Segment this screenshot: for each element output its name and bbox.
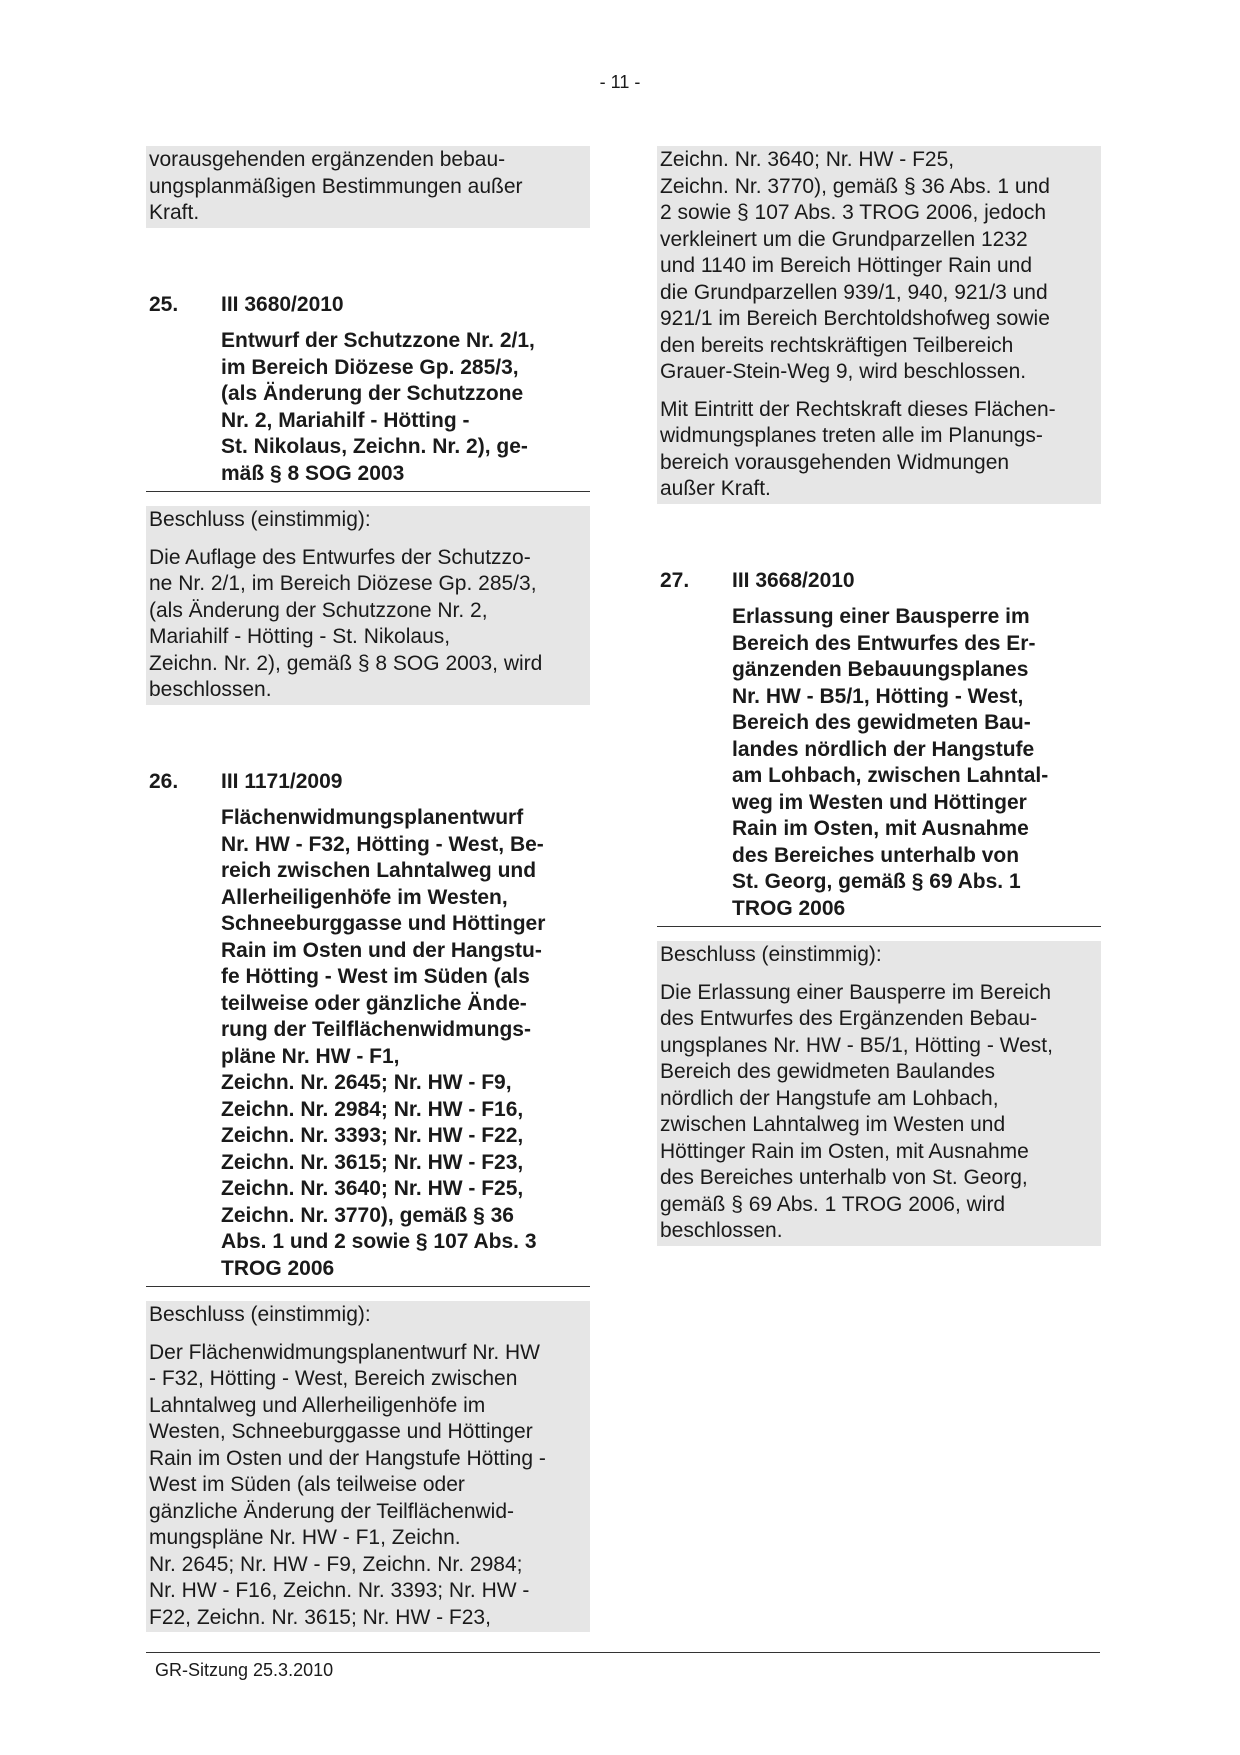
- decision-text: Der Flächenwidmungsplanentwurf Nr. HW - F32, Hötting - West, Bereich zwischen Lahntalweg und Allerheiligenhöfe im Westen, Schneeburggasse und Höttinger Rain im Osten und der Hangstufe Hötting - West im Süden (als teilweise oder gänzliche Änderung der Teilflächenwid- mungspläne Nr. HW - F1, Zeichn. Nr. 2645; Nr. HW - F9, Zeichn. Nr. 2984; Nr. HW - F16, Zeichn. Nr. 3393; Nr. HW - F22, Zeichn. Nr. 3615; Nr. HW - F23,: [149, 1340, 546, 1629]
- decision-label: Beschluss (einstimmig):: [149, 508, 371, 531]
- page-number: - 11 -: [599, 72, 641, 92]
- decision-text: Die Auflage des Entwurfes der Schutzzo- ne Nr. 2/1, im Bereich Diözese Gp. 285/3, (als Änderung der Schutzzone Nr. 2, Mariahilf - Hötting - St. Nikolaus, Zeichn. Nr. 2), gemäß § 8 SOG 2003, wird beschlossen.: [149, 545, 543, 701]
- decision-block: [146, 1301, 590, 1632]
- item-reference: III 3668/2010: [732, 568, 855, 592]
- item-heading: [146, 292, 590, 319]
- agenda-item-26: [146, 769, 590, 1633]
- decision-label: Beschluss (einstimmig):: [660, 943, 882, 966]
- item-title: Entwurf der Schutzzone Nr. 2/1, im Bereich Diözese Gp. 285/3, (als Änderung der Schutzzone Nr. 2, Mariahilf - Hötting - St. Nikolaus, Zeichn. Nr. 2), ge- mäß § 8 SOG 2003: [221, 329, 535, 485]
- footer-session-date: GR-Sitzung 25.3.2010: [155, 1660, 334, 1680]
- continued-text-2: Mit Eintritt der Rechtskraft dieses Flächen- widmungsplanes treten alle im Planungs- bereich vorausgehenden Widmungen außer Kraft.: [660, 397, 1056, 500]
- continued-decision-block: [657, 146, 1101, 504]
- item-title: Flächenwidmungsplanentwurf Nr. HW - F32, Hötting - West, Be- reich zwischen Lahntalweg und Allerheiligenhöfe im Westen, Schneeburggasse und Höttinger Rain im Osten und der Hangstu- fe Hötting - West im Süden (als teilweise oder gänzliche Ände- rung der Teilflächenwidmungs- pläne Nr. HW - F1, Zeichn. Nr. 2645; Nr. HW - F9, Zeichn. Nr. 2984; Nr. HW - F16, Zeichn. Nr. 3393; Nr. HW - F22, Zeichn. Nr. 3615; Nr. HW - F23, Zeichn. Nr. 3640; Nr. HW - F25, Zeichn. Nr. 3770), gemäß § 36 Abs. 1 und 2 sowie § 107 Abs. 3 TROG 2006: [221, 806, 546, 1280]
- left-column: [146, 146, 590, 1632]
- agenda-item-27: [657, 568, 1101, 1246]
- item-heading: [657, 568, 1101, 595]
- item-number: 27.: [660, 568, 690, 592]
- item-reference: III 3680/2010: [221, 292, 344, 316]
- item-number: 25.: [149, 292, 179, 316]
- decision-block: [657, 941, 1101, 1246]
- decision-label: Beschluss (einstimmig):: [149, 1303, 371, 1326]
- item-heading: [146, 769, 590, 796]
- item-title: Erlassung einer Bausperre im Bereich des Entwurfes des Er- gänzenden Bebauungsplanes Nr. HW - B5/1, Hötting - West, Bereich des gewidmeten Bau- landes nördlich der Hangstufe am Lohbach, zwischen Lahntal- weg im Westen und Höttinger Rain im Osten, mit Ausnahme des Bereiches unterhalb von St. Georg, gemäß § 69 Abs. 1 TROG 2006: [732, 605, 1049, 920]
- footer-divider: [146, 1652, 1100, 1653]
- right-column: [657, 146, 1101, 1246]
- intro-text-block: vorausgehenden ergänzenden bebau- ungsplanmäßigen Bestimmungen außer Kraft.: [146, 146, 590, 228]
- decision-text: Die Erlassung einer Bausperre im Bereich des Entwurfes des Ergänzenden Bebau- ungsplanes Nr. HW - B5/1, Hötting - West, Bereich des gewidmeten Baulandes nördlich der Hangstufe am Lohbach, zwischen Lahntalweg im Westen und Höttinger Rain im Osten, mit Ausnahme des Bereiches unterhalb von St. Georg, gemäß § 69 Abs. 1 TROG 2006, wird beschlossen.: [660, 980, 1053, 1242]
- agenda-item-25: [146, 292, 590, 705]
- item-reference: III 1171/2009: [221, 769, 343, 793]
- item-number: 26.: [149, 769, 179, 793]
- continued-text: Zeichn. Nr. 3640; Nr. HW - F25, Zeichn. Nr. 3770), gemäß § 36 Abs. 1 und 2 sowie § 107 Abs. 3 TROG 2006, jedoch verkleinert um die Grundparzellen 1232 und 1140 im Bereich Höttinger Rain und die Grundparzellen 939/1, 940, 921/3 und 921/1 im Bereich Berchtoldshofweg sowie den bereits rechtskräftigen Teilbereich Grauer-Stein-Weg 9, wird beschlossen.: [660, 148, 1050, 383]
- decision-block: [146, 506, 590, 705]
